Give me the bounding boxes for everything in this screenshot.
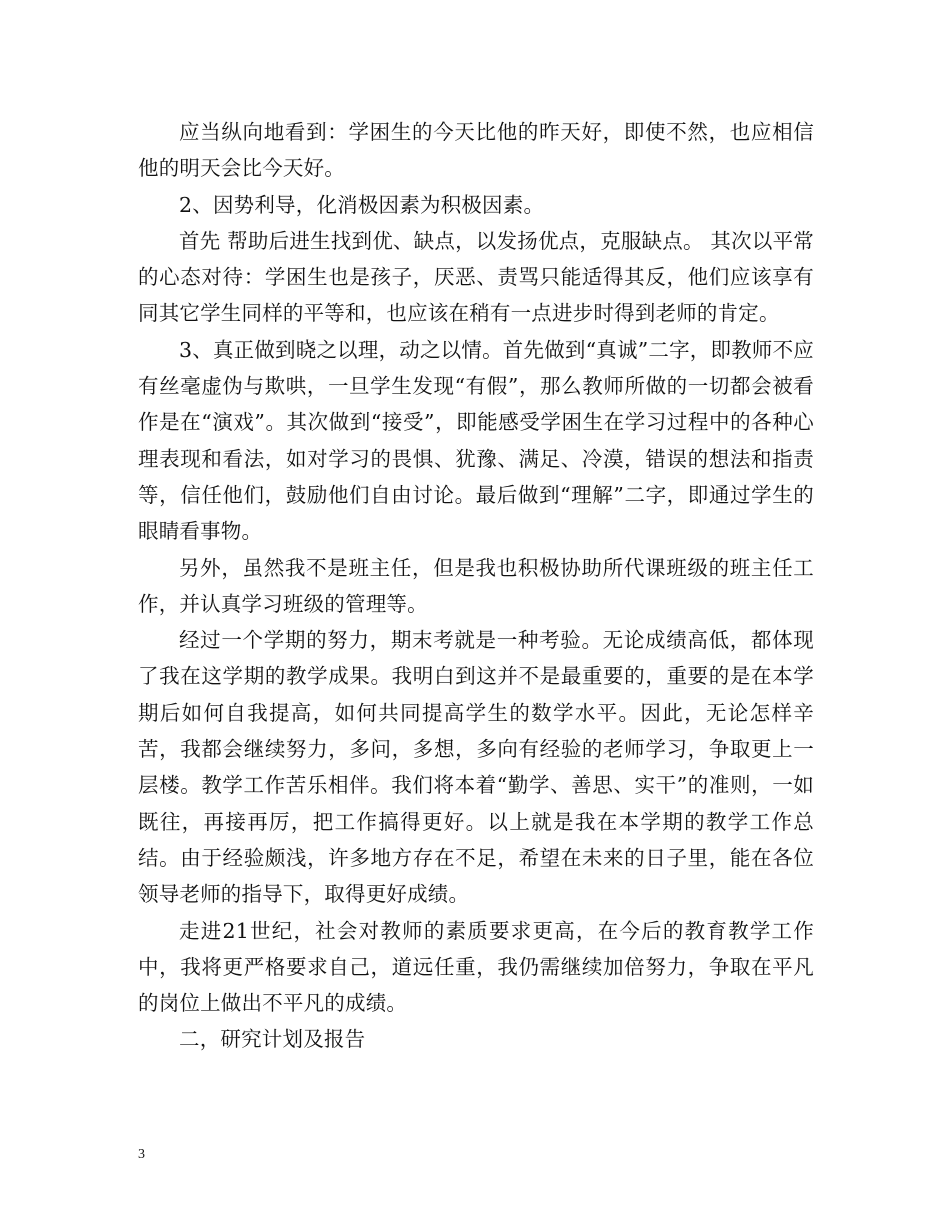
page-number: 3 (138, 1147, 145, 1162)
document-body (138, 114, 814, 1058)
section-heading: 二，研究计划及报告 (179, 1027, 366, 1052)
paragraph-1: 应当纵向地看到：学困生的今天比他的昨天好，即使不然，也应相信他的明天会比今天好。 (138, 120, 814, 181)
paragraph-3: 首先 帮助后进生找到优、缺点，以发扬优点，克服缺点。 其次以平常的心态对待：学困生也是孩子，厌恶、责骂只能适得其反，他们应该享有同其它学生同样的平等和，也应该在稍有一点进步时得到老师的肯定。 (138, 228, 814, 326)
paragraph-2: 2、因势利导，化消极因素为积极因素。 (179, 192, 545, 217)
paragraph-6: 经过一个学期的努力，期末考就是一种考验。无论成绩高低，都体现了我在这学期的教学成果。我明白到这并不是最重要的，重要的是在本学期后如何自我提高，如何共同提高学生的数学水平。因此，无论怎样辛苦，我都会继续努力，多问，多想，多向有经验的老师学习，争取更上一层楼。教学工作苦乐相伴。我们将本着“勤学、善思、实干”的准则，一如既往，再接再厉，把工作搞得更好。以上就是我在本学期的教学工作总结。由于经验颇浅，许多地方存在不足，希望在未来的日子里，能在各位领导老师的指导下，取得更好成绩。 (138, 628, 814, 907)
paragraph-4: 3、真正做到晓之以理，动之以情。首先做到“真诚”二字，即教师不应有丝毫虚伪与欺哄，一旦学生发现“有假”，那么教师所做的一切都会被看作是在“演戏”。其次做到“接受”，即能感受学困生在学习过程中的各种心理表现和看法，如对学习的畏惧、犹豫、满足、冷漠，错误的想法和指责等，信任他们，鼓励他们自由讨论。最后做到“理解”二字，即通过学生的眼睛看事物。 (138, 337, 814, 544)
paragraph-7: 走进21世纪，社会对教师的素质要求更高，在今后的教育教学工作中，我将更严格要求自己，道远任重，我仍需继续加倍努力，争取在平凡的岗位上做出不平凡的成绩。 (138, 918, 814, 1016)
paragraph-5: 另外，虽然我不是班主任，但是我也积极协助所代课班级的班主任工作，并认真学习班级的管理等。 (138, 555, 814, 616)
